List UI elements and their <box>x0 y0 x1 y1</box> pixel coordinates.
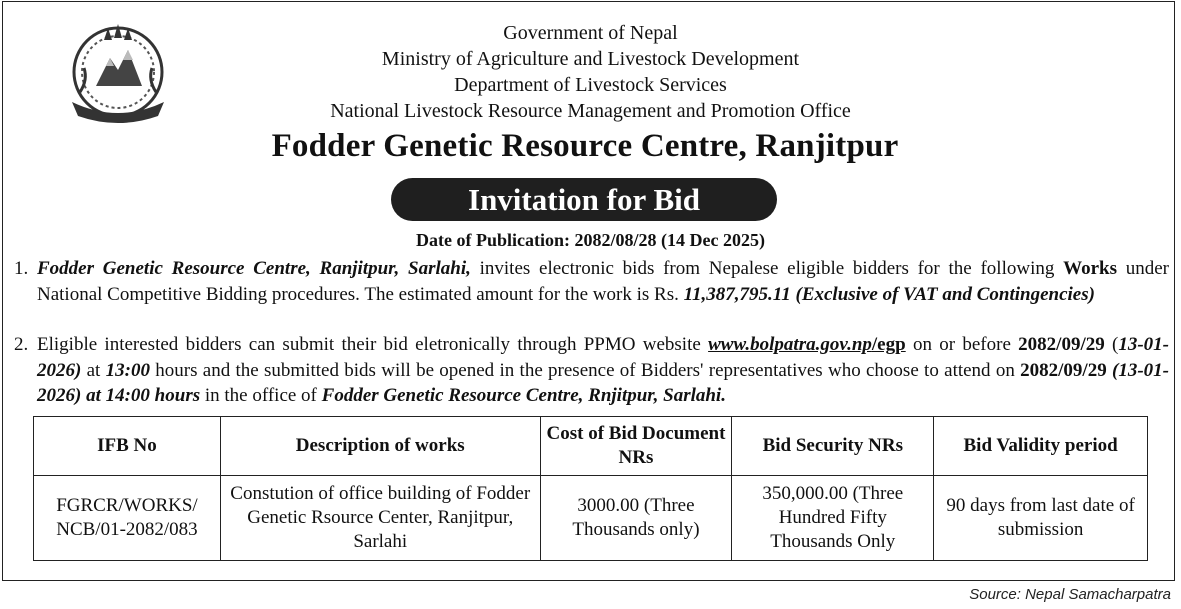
para2-text-2: on or before <box>905 334 1019 355</box>
paragraph-2 <box>14 332 1169 409</box>
opening-date: 2082/09/29 <box>1020 359 1107 381</box>
para2-text-4: at <box>81 359 106 381</box>
para2-text-6: in the office of <box>200 385 322 406</box>
col-description: Description of works <box>220 417 540 476</box>
para1-text-2: under National Competitive Bidding procedures. The estimated amount for the work is Rs. <box>37 258 1169 305</box>
office-title: Fodder Genetic Resource Centre, Ranjitpur <box>271 128 899 164</box>
para2-text: Eligible interested bidders can submit their bid eletronically through PPMO website <box>37 334 709 355</box>
header-line-1: Government of Nepal <box>503 22 678 44</box>
estimated-amount: 11,387,795.11 (Exclusive of VAT and Contingencies) <box>683 283 1095 305</box>
para1-works: Works <box>1063 258 1117 279</box>
para1-office: Fodder Genetic Resource Centre, Ranjitpur, Sarlahi, <box>37 258 471 279</box>
table-header-row <box>34 417 1148 476</box>
para2-text-5: hours and the submitted bids will be opened in the presence of Bidders' representatives who choose to attend on <box>149 359 1021 381</box>
cell-ifb-no: FGRCR/WORKS/ NCB/01-2082/083 <box>34 476 221 561</box>
col-bid-validity: Bid Validity period <box>934 417 1148 476</box>
para2-text-3: ( <box>1104 334 1119 355</box>
paragraph-number: 2. <box>14 334 29 355</box>
ppmo-website-link[interactable]: www.bolpatra.gov.np <box>708 334 872 355</box>
para1-text: invites electronic bids from Nepalese eligible bidders for the following <box>470 258 1064 279</box>
notice-heading: Invitation for Bid <box>391 178 777 221</box>
publication-date: Date of Publication: 2082/08/28 (14 Dec 2025) <box>416 230 765 250</box>
deadline-date-ad: 13-01-2026) <box>37 334 1169 381</box>
deadline-date: 2082/09/29 <box>1018 334 1105 355</box>
header-line-3: Department of Livestock Services <box>454 74 727 96</box>
cell-cost: 3000.00 (Three Thousands only) <box>540 476 732 561</box>
opening-date-time: (13-01-2026) at 14:00 hours <box>37 359 1169 406</box>
cell-bid-validity: 90 days from last date of submission <box>934 476 1148 561</box>
cell-description: Constution of office building of Fodder Genetic Rsource Center, Ranjitpur, Sarlahi <box>220 476 540 561</box>
source-credit: Source: Nepal Samacharpatra <box>969 586 1171 603</box>
col-bid-security: Bid Security NRs <box>732 417 934 476</box>
egp-link[interactable]: /egp <box>871 334 906 355</box>
paragraph-number: 1. <box>14 258 29 279</box>
cell-bid-security: 350,000.00 (Three Hundred Fifty Thousands Only <box>732 476 934 561</box>
deadline-time: 13:00 <box>105 359 150 381</box>
table-row <box>34 476 1148 561</box>
header-line-2: Ministry of Agriculture and Livestock Development <box>381 48 800 70</box>
bid-table <box>33 416 1148 561</box>
col-ifb-no: IFB No <box>34 417 221 476</box>
paragraph-1 <box>14 256 1169 307</box>
header-line-4: National Livestock Resource Management and Promotion Office <box>330 100 851 122</box>
office-location: Fodder Genetic Resource Centre, Rnjitpur, Sarlahi. <box>321 385 726 406</box>
col-cost: Cost of Bid Document NRs <box>540 417 732 476</box>
